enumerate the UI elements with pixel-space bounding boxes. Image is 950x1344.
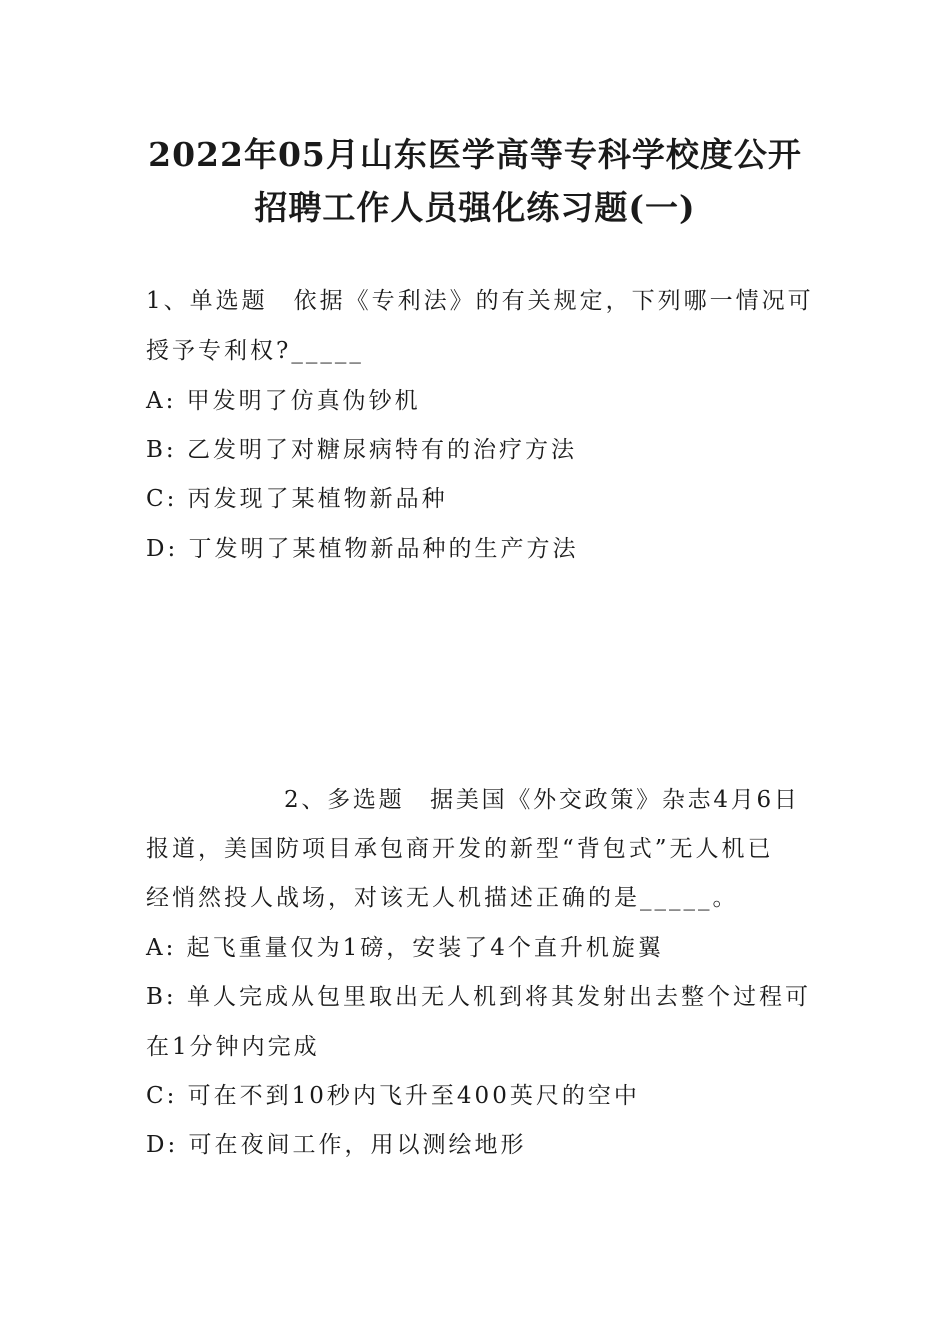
- question-2-stem-line-1: 2、多选题 据美国《外交政策》杂志4月6日: [284, 787, 800, 813]
- document-title-line-1: 2022年05月山东医学高等专科学校度公开: [148, 135, 802, 174]
- question-2-option-b: B: 单人完成从包里取出无人机到将其发射出去整个过程可: [146, 984, 811, 1010]
- question-1-option-b: B: 乙发明了对糖尿病特有的治疗方法: [146, 437, 577, 463]
- question-2-option-a: A: 起飞重量仅为1磅，安装了4个直升机旋翼: [146, 935, 664, 961]
- question-2-option-b-continued: 在1分钟内完成: [146, 1034, 320, 1060]
- question-1-stem-line-1: 1、单选题 依据《专利法》的有关规定，下列哪一情况可: [146, 288, 814, 314]
- question-2-stem-line-2: 报道，美国防项目承包商开发的新型“背包式”无人机已: [146, 836, 774, 862]
- question-1-option-a: A: 甲发明了仿真伪钞机: [146, 388, 421, 414]
- question-1-option-d: D: 丁发明了某植物新品种的生产方法: [146, 536, 579, 562]
- question-2-option-d: D: 可在夜间工作，用以测绘地形: [146, 1132, 527, 1158]
- question-1-option-c: C: 丙发现了某植物新品种: [146, 486, 448, 512]
- document-title-line-2: 招聘工作人员强化练习题(一): [254, 188, 696, 227]
- question-2-option-c: C: 可在不到10秒内飞升至400英尺的空中: [146, 1083, 640, 1109]
- question-1-stem-line-2: 授予专利权?_____: [146, 338, 364, 364]
- question-2-stem-line-3: 经悄然投人战场，对该无人机描述正确的是_____。: [146, 885, 739, 911]
